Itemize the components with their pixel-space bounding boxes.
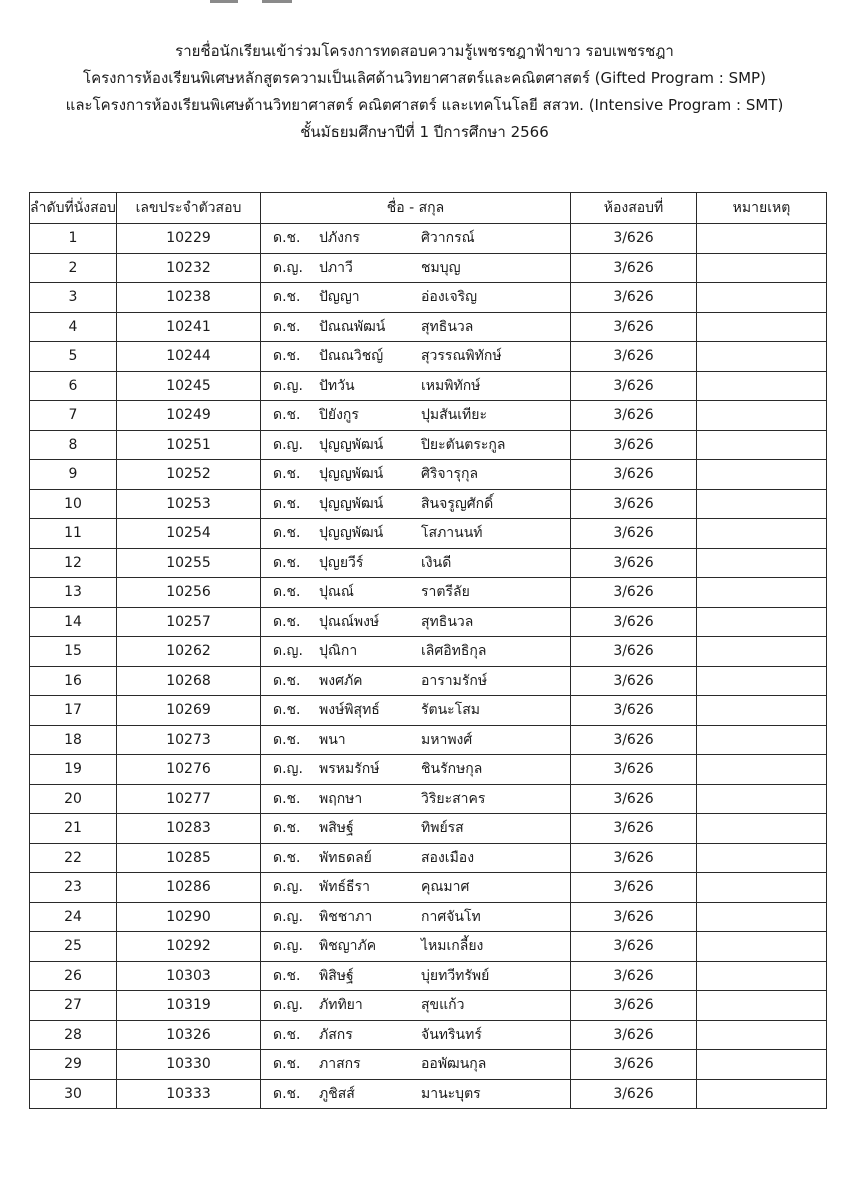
seat-number-cell: 14 <box>30 607 117 637</box>
seat-number-cell: 23 <box>30 873 117 903</box>
exam-id-cell: 10251 <box>117 430 261 460</box>
first-name: ปุณณ์พงษ์ <box>319 613 380 630</box>
seat-number-cell: 11 <box>30 519 117 549</box>
name-prefix: ด.ช. <box>273 407 301 424</box>
first-name: พสิษฐ์ <box>319 820 354 837</box>
name-cell <box>261 637 571 667</box>
seat-number-cell: 22 <box>30 843 117 873</box>
note-cell <box>697 843 827 873</box>
first-name: ปุญญพัฒน์ <box>319 466 384 483</box>
seat-number-cell: 26 <box>30 961 117 991</box>
name-cell <box>261 961 571 991</box>
exam-room-cell: 3/626 <box>571 283 697 313</box>
first-name: ปุญญพัฒน์ <box>319 525 384 542</box>
note-cell <box>697 1050 827 1080</box>
seat-number-cell: 4 <box>30 312 117 342</box>
exam-id-cell: 10273 <box>117 725 261 755</box>
exam-id-cell: 10276 <box>117 755 261 785</box>
last-name: ปิยะตันตระกูล <box>421 436 506 453</box>
name-cell <box>261 342 571 372</box>
first-name: ภาสกร <box>319 1056 361 1073</box>
exam-room-cell: 3/626 <box>571 902 697 932</box>
table-header-row <box>30 193 827 224</box>
exam-room-cell: 3/626 <box>571 371 697 401</box>
note-cell <box>697 1020 827 1050</box>
note-cell <box>697 814 827 844</box>
last-name: ไหมเกลี้ยง <box>421 938 484 955</box>
note-cell <box>697 755 827 785</box>
exam-id-cell: 10269 <box>117 696 261 726</box>
last-name: โสภานนท์ <box>421 525 483 542</box>
exam-room-cell: 3/626 <box>571 843 697 873</box>
table-row <box>30 1050 827 1080</box>
exam-id-cell: 10241 <box>117 312 261 342</box>
table-row <box>30 548 827 578</box>
exam-room-cell: 3/626 <box>571 253 697 283</box>
first-name: ปุญยวีร์ <box>319 554 364 571</box>
first-name: พิชชาภา <box>319 908 373 925</box>
exam-id-cell: 10256 <box>117 578 261 608</box>
seat-number-cell: 13 <box>30 578 117 608</box>
name-prefix: ด.ช. <box>273 466 301 483</box>
last-name: มหาพงศ์ <box>421 731 473 748</box>
last-name: สุวรรณพิทักษ์ <box>421 348 502 365</box>
first-name: พิสิษฐ์ <box>319 967 354 984</box>
table-row <box>30 696 827 726</box>
table-row <box>30 401 827 431</box>
exam-id-cell: 10330 <box>117 1050 261 1080</box>
table-row <box>30 460 827 490</box>
first-name: ปภาวี <box>319 259 353 276</box>
last-name: อ่องเจริญ <box>421 289 478 306</box>
first-name: ภัสกร <box>319 1026 353 1043</box>
first-name: พัทธ์ธีรา <box>319 879 370 896</box>
note-cell <box>697 342 827 372</box>
last-name: มานะบุตร <box>421 1085 481 1102</box>
first-name: พงศภัค <box>319 672 363 689</box>
first-name: พรหมรักษ์ <box>319 761 380 778</box>
table-row <box>30 312 827 342</box>
seat-number-cell: 25 <box>30 932 117 962</box>
exam-id-cell: 10283 <box>117 814 261 844</box>
exam-id-cell: 10254 <box>117 519 261 549</box>
name-cell <box>261 991 571 1021</box>
col-header-exam-id: เลขประจำตัวสอบ <box>117 193 261 224</box>
exam-room-cell: 3/626 <box>571 312 697 342</box>
note-cell <box>697 371 827 401</box>
seat-number-cell: 24 <box>30 902 117 932</box>
exam-id-cell: 10303 <box>117 961 261 991</box>
first-name: พัทธดลย์ <box>319 849 372 866</box>
last-name: เงินดี <box>421 554 452 571</box>
last-name: ออพัฒนกุล <box>421 1056 487 1073</box>
exam-room-cell: 3/626 <box>571 489 697 519</box>
last-name: สองเมือง <box>421 849 475 866</box>
exam-id-cell: 10229 <box>117 224 261 254</box>
col-header-room: ห้องสอบที่ <box>571 193 697 224</box>
table-row <box>30 932 827 962</box>
first-name: ปุณิกา <box>319 643 358 660</box>
name-cell <box>261 460 571 490</box>
last-name: ทิพย์รส <box>421 820 464 837</box>
note-cell <box>697 548 827 578</box>
col-header-note: หมายเหตุ <box>697 193 827 224</box>
table-row <box>30 578 827 608</box>
name-cell <box>261 371 571 401</box>
seat-number-cell: 15 <box>30 637 117 667</box>
first-name: ปุญญพัฒน์ <box>319 495 384 512</box>
name-prefix: ด.ช. <box>273 1085 301 1102</box>
name-prefix: ด.ช. <box>273 1056 301 1073</box>
exam-id-cell: 10249 <box>117 401 261 431</box>
exam-id-cell: 10333 <box>117 1079 261 1109</box>
col-header-name: ชื่อ - สกุล <box>261 193 571 224</box>
name-cell <box>261 725 571 755</box>
name-cell <box>261 578 571 608</box>
seat-number-cell: 17 <box>30 696 117 726</box>
last-name: กาศจันโท <box>421 908 481 925</box>
exam-id-cell: 10244 <box>117 342 261 372</box>
name-cell <box>261 696 571 726</box>
exam-room-cell: 3/626 <box>571 401 697 431</box>
exam-room-cell: 3/626 <box>571 519 697 549</box>
table-row <box>30 637 827 667</box>
name-cell <box>261 843 571 873</box>
name-prefix: ด.ช. <box>273 820 301 837</box>
table-row <box>30 430 827 460</box>
exam-id-cell: 10252 <box>117 460 261 490</box>
name-prefix: ด.ญ. <box>273 377 303 394</box>
exam-id-cell: 10238 <box>117 283 261 313</box>
first-name: พนา <box>319 731 346 748</box>
seat-number-cell: 10 <box>30 489 117 519</box>
table-row <box>30 843 827 873</box>
first-name: ปิยังกูร <box>319 407 359 424</box>
seat-number-cell: 7 <box>30 401 117 431</box>
last-name: คุณมาศ <box>421 879 470 896</box>
seat-number-cell: 3 <box>30 283 117 313</box>
exam-room-cell: 3/626 <box>571 342 697 372</box>
exam-room-cell: 3/626 <box>571 1020 697 1050</box>
name-cell <box>261 283 571 313</box>
last-name: ราตรีลัย <box>421 584 470 601</box>
exam-id-cell: 10286 <box>117 873 261 903</box>
exam-id-cell: 10290 <box>117 902 261 932</box>
note-cell <box>697 696 827 726</box>
exam-room-cell: 3/626 <box>571 578 697 608</box>
name-prefix: ด.ช. <box>273 230 301 247</box>
seat-number-cell: 6 <box>30 371 117 401</box>
exam-room-cell: 3/626 <box>571 814 697 844</box>
first-name: ปัณณวิชญ์ <box>319 348 384 365</box>
table-row <box>30 873 827 903</box>
note-cell <box>697 991 827 1021</box>
table-row <box>30 519 827 549</box>
exam-id-cell: 10255 <box>117 548 261 578</box>
exam-id-cell: 10277 <box>117 784 261 814</box>
table-row <box>30 371 827 401</box>
first-name: พิชญาภัค <box>319 938 377 955</box>
header-title: รายชื่อนักเรียนเข้าร่วมโครงการทดสอบความรู้เพชรชฎาฟ้าขาว รอบเพชรชฎา <box>175 42 674 60</box>
name-prefix: ด.ช. <box>273 790 301 807</box>
header-grade-year: ชั้นมัธยมศึกษาปีที่ 1 ปีการศึกษา 2566 <box>300 123 549 141</box>
exam-room-cell: 3/626 <box>571 666 697 696</box>
exam-room-cell: 3/626 <box>571 725 697 755</box>
exam-room-cell: 3/626 <box>571 696 697 726</box>
last-name: สุทธินวล <box>421 318 474 335</box>
note-cell <box>697 401 827 431</box>
exam-room-cell: 3/626 <box>571 1050 697 1080</box>
note-cell <box>697 902 827 932</box>
name-prefix: ด.ช. <box>273 495 301 512</box>
name-cell <box>261 519 571 549</box>
note-cell <box>697 666 827 696</box>
last-name: ศิริจารุกุล <box>421 466 479 483</box>
note-cell <box>697 578 827 608</box>
last-name: เหมพิทักษ์ <box>421 377 481 394</box>
name-prefix: ด.ช. <box>273 554 301 571</box>
name-cell <box>261 607 571 637</box>
seat-number-cell: 2 <box>30 253 117 283</box>
note-cell <box>697 725 827 755</box>
note-cell <box>697 283 827 313</box>
seat-number-cell: 1 <box>30 224 117 254</box>
seat-number-cell: 16 <box>30 666 117 696</box>
name-cell <box>261 666 571 696</box>
seat-number-cell: 29 <box>30 1050 117 1080</box>
seat-number-cell: 5 <box>30 342 117 372</box>
name-cell <box>261 902 571 932</box>
last-name: ศิวากรณ์ <box>421 230 475 247</box>
seat-number-cell: 18 <box>30 725 117 755</box>
col-header-seat-no: ลำดับที่นั่งสอบ <box>30 193 117 224</box>
name-cell <box>261 755 571 785</box>
seat-number-cell: 8 <box>30 430 117 460</box>
exam-room-cell: 3/626 <box>571 784 697 814</box>
name-cell <box>261 1079 571 1109</box>
table-row <box>30 1079 827 1109</box>
name-prefix: ด.ช. <box>273 672 301 689</box>
header-line-gifted: โครงการห้องเรียนพิเศษหลักสูตรความเป็นเลิศด้านวิทยาศาสตร์และคณิตศาสตร์ (Gifted Program : SMP) <box>83 69 766 87</box>
name-prefix: ด.ช. <box>273 731 301 748</box>
seat-number-cell: 19 <box>30 755 117 785</box>
note-cell <box>697 519 827 549</box>
first-name: ปัญญา <box>319 289 360 306</box>
name-prefix: ด.ญ. <box>273 908 303 925</box>
name-prefix: ด.ช. <box>273 1026 301 1043</box>
table-row <box>30 666 827 696</box>
first-name: ปุณณ์ <box>319 584 354 601</box>
name-prefix: ด.ญ. <box>273 643 303 660</box>
name-prefix: ด.ญ. <box>273 997 303 1014</box>
first-name: ภัททิยา <box>319 997 363 1014</box>
seat-number-cell: 12 <box>30 548 117 578</box>
exam-id-cell: 10262 <box>117 637 261 667</box>
name-prefix: ด.ญ. <box>273 938 303 955</box>
exam-room-cell: 3/626 <box>571 607 697 637</box>
exam-room-cell: 3/626 <box>571 961 697 991</box>
student-table <box>29 192 827 1109</box>
last-name: เลิศอิทธิกุล <box>421 643 487 660</box>
exam-id-cell: 10268 <box>117 666 261 696</box>
exam-room-cell: 3/626 <box>571 548 697 578</box>
note-cell <box>697 873 827 903</box>
name-cell <box>261 932 571 962</box>
first-name: ปัณณพัฒน์ <box>319 318 386 335</box>
name-prefix: ด.ช. <box>273 289 301 306</box>
last-name: วิริยะสาคร <box>421 790 486 807</box>
note-cell <box>697 1079 827 1109</box>
table-body <box>30 224 827 1109</box>
name-prefix: ด.ช. <box>273 702 301 719</box>
first-name: ปัทวัน <box>319 377 355 394</box>
exam-room-cell: 3/626 <box>571 932 697 962</box>
seat-number-cell: 21 <box>30 814 117 844</box>
name-prefix: ด.ช. <box>273 613 301 630</box>
name-prefix: ด.ช. <box>273 348 301 365</box>
exam-room-cell: 3/626 <box>571 873 697 903</box>
table-row <box>30 755 827 785</box>
header-line-intensive: และโครงการห้องเรียนพิเศษด้านวิทยาศาสตร์ คณิตศาสตร์ และเทคโนโลยี สสวท. (Intensive Program : SMT) <box>65 96 784 114</box>
last-name: บุ่ยทวีทรัพย์ <box>421 967 490 984</box>
name-prefix: ด.ญ. <box>273 259 303 276</box>
seat-number-cell: 9 <box>30 460 117 490</box>
table-row <box>30 991 827 1021</box>
name-prefix: ด.ช. <box>273 318 301 335</box>
table-row <box>30 1020 827 1050</box>
last-name: สุขแก้ว <box>421 997 465 1014</box>
exam-id-cell: 10326 <box>117 1020 261 1050</box>
seat-number-cell: 28 <box>30 1020 117 1050</box>
exam-id-cell: 10292 <box>117 932 261 962</box>
table-row <box>30 961 827 991</box>
exam-room-cell: 3/626 <box>571 1079 697 1109</box>
name-cell <box>261 312 571 342</box>
name-prefix: ด.ช. <box>273 584 301 601</box>
name-cell <box>261 430 571 460</box>
note-cell <box>697 607 827 637</box>
note-cell <box>697 253 827 283</box>
exam-room-cell: 3/626 <box>571 224 697 254</box>
exam-id-cell: 10232 <box>117 253 261 283</box>
first-name: พฤกษา <box>319 790 363 807</box>
first-name: พงษ์พิสุทธ์ <box>319 702 380 719</box>
last-name: สินจรูญศักดิ์ <box>421 495 494 512</box>
last-name: รัตนะโสม <box>421 702 480 719</box>
first-name: ภูชิสส์ <box>319 1085 355 1102</box>
last-name: ชินรักษกุล <box>421 761 483 778</box>
table-row <box>30 725 827 755</box>
first-name: ปภังกร <box>319 230 360 247</box>
name-prefix: ด.ช. <box>273 967 301 984</box>
table-row <box>30 224 827 254</box>
name-cell <box>261 224 571 254</box>
note-cell <box>697 312 827 342</box>
note-cell <box>697 224 827 254</box>
note-cell <box>697 430 827 460</box>
name-cell <box>261 873 571 903</box>
seat-number-cell: 20 <box>30 784 117 814</box>
last-name: จันทรินทร์ <box>421 1026 482 1043</box>
name-prefix: ด.ช. <box>273 849 301 866</box>
table-row <box>30 902 827 932</box>
table-row <box>30 607 827 637</box>
table-row <box>30 342 827 372</box>
name-prefix: ด.ญ. <box>273 436 303 453</box>
last-name: อารามรักษ์ <box>421 672 488 689</box>
seat-number-cell: 27 <box>30 991 117 1021</box>
table-row <box>30 814 827 844</box>
note-cell <box>697 637 827 667</box>
exam-id-cell: 10285 <box>117 843 261 873</box>
document-header <box>0 38 849 146</box>
last-name: ชมบุญ <box>421 259 461 276</box>
exam-room-cell: 3/626 <box>571 755 697 785</box>
first-name: ปุญญพัฒน์ <box>319 436 384 453</box>
table-row <box>30 489 827 519</box>
name-prefix: ด.ญ. <box>273 879 303 896</box>
table-row <box>30 784 827 814</box>
note-cell <box>697 489 827 519</box>
exam-id-cell: 10253 <box>117 489 261 519</box>
name-cell <box>261 401 571 431</box>
name-cell <box>261 784 571 814</box>
table-row <box>30 253 827 283</box>
name-cell <box>261 253 571 283</box>
exam-id-cell: 10319 <box>117 991 261 1021</box>
name-cell <box>261 489 571 519</box>
exam-room-cell: 3/626 <box>571 991 697 1021</box>
note-cell <box>697 961 827 991</box>
last-name: สุทธินวล <box>421 613 474 630</box>
exam-room-cell: 3/626 <box>571 430 697 460</box>
name-cell <box>261 1020 571 1050</box>
exam-id-cell: 10245 <box>117 371 261 401</box>
note-cell <box>697 932 827 962</box>
last-name: ปุมสันเทียะ <box>421 407 487 424</box>
name-cell <box>261 548 571 578</box>
scan-marks <box>210 0 300 6</box>
exam-room-cell: 3/626 <box>571 637 697 667</box>
note-cell <box>697 784 827 814</box>
exam-room-cell: 3/626 <box>571 460 697 490</box>
name-cell <box>261 1050 571 1080</box>
exam-id-cell: 10257 <box>117 607 261 637</box>
seat-number-cell: 30 <box>30 1079 117 1109</box>
note-cell <box>697 460 827 490</box>
name-prefix: ด.ช. <box>273 525 301 542</box>
name-cell <box>261 814 571 844</box>
name-prefix: ด.ญ. <box>273 761 303 778</box>
table-row <box>30 283 827 313</box>
